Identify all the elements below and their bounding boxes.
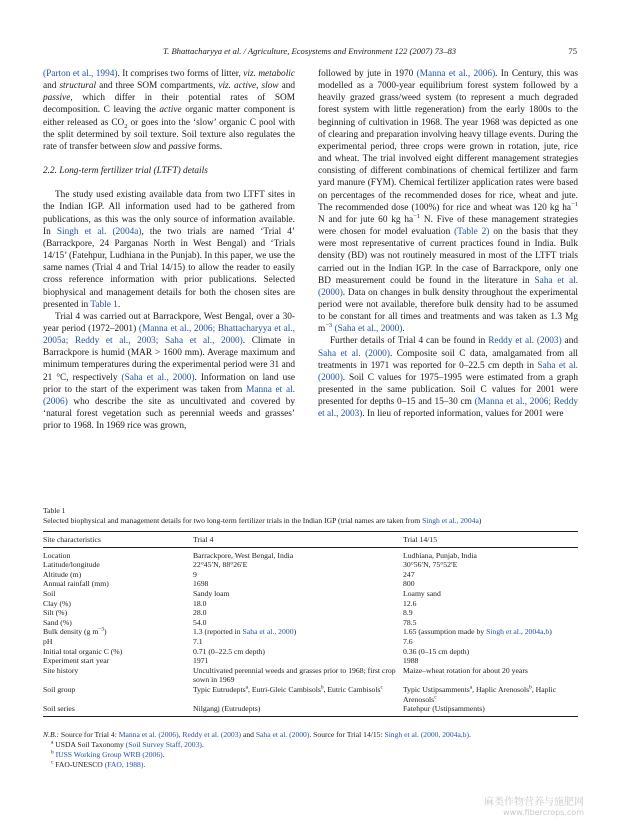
table-cell xyxy=(403,666,578,685)
text-run: passive xyxy=(168,141,196,152)
table-cell xyxy=(403,704,578,716)
text-run: , which differ in their potential rates of SOM decomposition. C leaving the xyxy=(43,93,295,116)
table-cell: Silt (%) xyxy=(43,608,68,618)
page-number: 75 xyxy=(568,46,577,56)
text-run: . xyxy=(402,324,405,335)
table-cell: Annual rainfall (mm) xyxy=(43,579,109,589)
citation-link[interactable]: Singh et al. (2000, 2004a,b) xyxy=(384,730,470,739)
table-row xyxy=(43,618,578,628)
text-run: Source for Trial 4: xyxy=(59,730,119,739)
table-row xyxy=(43,599,578,609)
text-run: on the basis that they were most representative of current practices found in India. Bulk density (BD) was not routinely measured in most of the LTFT trials carried out in the Indian IGP. In the case of Barrackpore, only one BD measurement could be found in the literature in xyxy=(318,227,578,286)
citation-link[interactable]: Singh et al., 2004a xyxy=(422,516,479,525)
caption-text: ) xyxy=(478,516,482,525)
footnote xyxy=(43,760,583,770)
text-run: viz. metabolic xyxy=(243,69,295,79)
paragraph xyxy=(318,335,578,420)
text-run: Barrackpore, West Bengal, India xyxy=(193,550,294,560)
table-cell: Initial total organic C (%) xyxy=(43,646,123,656)
citation-link[interactable]: Manna et al. (2006), Reddy et al. (2003) xyxy=(118,730,242,739)
table-row xyxy=(43,560,578,570)
left-column xyxy=(43,68,295,432)
table-cell: Sand (%) xyxy=(43,617,72,627)
text-run: b xyxy=(51,749,54,756)
table-cell xyxy=(193,627,403,637)
table-cell xyxy=(193,570,403,580)
text-run: , Haplic Arenosols xyxy=(472,684,530,694)
text-run: structural xyxy=(59,81,97,92)
citation-link[interactable]: Manna et al. (2006) xyxy=(43,384,295,407)
table-cell xyxy=(403,618,578,628)
text-run: Sandy loam xyxy=(193,588,230,598)
text-run: and xyxy=(241,730,256,739)
right-column xyxy=(318,68,578,421)
text-run: ) xyxy=(104,627,107,637)
table-cell xyxy=(403,560,578,570)
citation-link[interactable]: (Table 2) xyxy=(454,227,490,238)
text-run: c xyxy=(380,684,383,691)
text-run: Uncultivated perennial weeds and grasses prior to 1968; first crop sown in 1969 xyxy=(193,665,396,685)
text-run: b xyxy=(320,684,324,691)
text-run: 30°56′N, 75°52′E xyxy=(403,560,458,570)
text-run: who describe the site as uncultivated and covered by ‘natural forest vegetation such as perennial weeds and grasses’ prior to 1968. In 1969 rice was grown, xyxy=(43,396,295,432)
text-run: Fatehpur (Ustipsamments) xyxy=(403,704,485,714)
table-cell: pH xyxy=(43,636,53,646)
text-run: 8.9 xyxy=(403,608,413,618)
citation-link[interactable]: Saha et al. (2000) xyxy=(318,275,579,298)
table-row xyxy=(43,589,578,599)
table-cell: Clay (%) xyxy=(43,598,71,608)
table-caption xyxy=(43,506,583,526)
citation-link[interactable]: (Manna et al., 2006) xyxy=(416,69,496,79)
table-cell xyxy=(193,608,403,618)
text-run: Maize–wheat rotation for about 20 years xyxy=(403,665,528,675)
text-run: 22°45′N, 88°26′E xyxy=(193,560,248,570)
text-run: −3 xyxy=(325,322,333,330)
text-run: . Soil C values for 1975–1995 were estimated from a graph presented in the same publication. Soil C values for 2001 were presented for depths 0–15 and 15–30 cm xyxy=(318,372,578,408)
text-run: . In Century, this was modelled as a 7000-year equilibrium forest system followed by a heavily grazed grass/weed system (to represent a much degraded forest system with little regeneration) from the early 1800s to the beginning of cultivation in 1968. The year 1968 was depicted as one of clearing and preparation involving heavy tillage events. During the experimental period, three crops were grown in rotation, jute, rice and wheat. The trial involved eight different management strategies consisting of different combinations of chemical fertilizer and farm yard manure (FYM). Chemical fertilizer application rates were based on percentages of the recommended doses for rice, wheat and jute. The recommended dose (100%) for rice and wheat was 120 kg ha xyxy=(318,69,578,213)
text-run: , xyxy=(256,81,262,92)
citation-link[interactable]: (FAO, 1988) xyxy=(104,760,144,769)
table-cell: Experiment start year xyxy=(43,656,110,666)
text-run: active xyxy=(159,105,182,116)
footnote xyxy=(43,740,583,750)
citation-link[interactable]: Saha et al. (2000) xyxy=(255,730,310,739)
table-row xyxy=(43,570,578,580)
data-table xyxy=(43,531,578,717)
text-run: . Composite soil C data, amalgamated from all treatments in 1971 was reported for 0–22.5 cm depth in xyxy=(318,348,579,371)
journal-citation: T. Bhattacharyya et al. / Agriculture, Ecosystems and Environment 122 (2007) 73–83 xyxy=(163,46,457,56)
text-run: USDA Soil Taxonomy xyxy=(53,740,126,749)
table-cell xyxy=(403,656,578,666)
table-cell xyxy=(403,647,578,657)
table-cell xyxy=(403,685,578,704)
text-run: 1698 xyxy=(193,579,209,589)
text-run: 78.5 xyxy=(403,617,417,627)
text-run: and xyxy=(561,336,578,347)
caption-text: Selected biophysical and management details for two long-term fertilizer trials in the Indian IGP (trial names are taken from xyxy=(43,516,423,525)
table-cell: Soil group xyxy=(43,684,76,694)
text-run: . Climate in Barrackpore is humid (MAR > 1600 mm). Average maximum and minimum temperatures during the experimental period were 31 and 21 °C, respectively xyxy=(43,336,295,383)
text-run: FAO-UNESCO xyxy=(53,760,105,769)
running-header xyxy=(43,46,577,60)
text-run: . In lieu of reported information, values for 2001 were xyxy=(362,409,564,420)
table-cell: Soil series xyxy=(43,704,193,716)
table-body xyxy=(43,547,578,716)
citation-link[interactable]: Saha et al. (2000) xyxy=(318,360,578,383)
paragraph xyxy=(43,311,295,433)
text-run: Trial 4 was carried out at Barrackpore, West Bengal, over a 30-year period (1972–2001) xyxy=(43,311,295,334)
text-run: ) xyxy=(549,627,552,637)
text-run: forms. xyxy=(195,141,223,152)
text-run: ) xyxy=(293,627,297,637)
text-run: . xyxy=(162,750,165,759)
text-run: . xyxy=(201,740,204,749)
table-cell: Soil xyxy=(43,588,56,598)
table-cell xyxy=(193,579,403,589)
citation-link[interactable]: (Manna et al., 2006; Bhattacharyya et al., 2005a; Reddy et al., 2003; Saha et al., 2000) xyxy=(43,323,296,347)
text-run: and xyxy=(278,81,296,92)
text-run: 1.3 (reported in xyxy=(193,627,243,637)
text-run: , Eutric Cambisols xyxy=(323,684,381,694)
table-cell xyxy=(193,656,403,666)
table-cell xyxy=(193,637,403,647)
text-run: . xyxy=(469,730,471,739)
text-run: The study used existing available data from two LTFT sites in the Indian IGP. All information used had to be gathered from publications, as this was the only source of information available. In xyxy=(43,190,295,237)
text-run: 12.6 xyxy=(403,598,417,608)
column-header: Site characteristics xyxy=(43,532,193,548)
text-run: . Source for Trial 14/15: xyxy=(309,730,385,739)
text-run: Typic Eutrudepts xyxy=(193,684,246,694)
text-run: 0.36 (0–15 cm depth) xyxy=(403,646,470,656)
watermark xyxy=(484,798,584,818)
text-run: , Eutri-Gleic Cambisols xyxy=(248,684,321,694)
table-cell xyxy=(193,666,403,685)
table-cell xyxy=(193,560,403,570)
table-cell: Latitude/longitude xyxy=(43,560,100,570)
text-run: . It comprises two forms of litter, xyxy=(117,69,244,79)
text-run: . xyxy=(143,760,146,769)
table-row xyxy=(43,637,578,647)
text-run: followed by jute in 1970 xyxy=(318,69,417,79)
text-run: passive xyxy=(43,93,71,104)
table-cell xyxy=(193,589,403,599)
text-run: 1988 xyxy=(403,656,419,666)
text-run: 7.6 xyxy=(403,636,413,646)
table-cell: Location xyxy=(43,550,71,560)
table-cell xyxy=(403,627,578,637)
citation-link[interactable]: Saha et al. (2000) xyxy=(318,348,390,359)
table-header-row xyxy=(43,532,578,548)
table-cell xyxy=(193,547,403,560)
table-row xyxy=(43,685,578,704)
text-run: . Data on changes in bulk density throughout the experimental period were not available, therefore bulk density had to be assumed to be constant for all times and treatments and was taken as 1.3 Mg m xyxy=(318,287,578,335)
text-run: and three SOM compartments, xyxy=(96,81,219,92)
text-run: 28.0 xyxy=(193,608,207,618)
paragraph xyxy=(43,189,295,311)
table-row xyxy=(43,608,578,618)
text-run: Typic Ustipsamments xyxy=(403,684,470,694)
table-cell xyxy=(403,570,578,580)
text-run: −3 xyxy=(98,626,105,633)
text-run: 0.71 (0–22.5 cm depth) xyxy=(193,646,265,656)
citation-link[interactable]: Table 1 xyxy=(90,299,118,310)
text-run: . Information on land use prior to the start of the experiment was taken from xyxy=(43,372,295,395)
text-run: 1971 xyxy=(193,656,209,666)
text-run: 9 xyxy=(193,569,197,579)
text-run: b xyxy=(529,684,532,691)
table-cell xyxy=(193,618,403,628)
text-run: a xyxy=(469,684,473,691)
table-cell xyxy=(403,579,578,589)
text-run: Nilgangj (Eutrudepts) xyxy=(193,704,261,714)
text-run: or goes into the ‘slow’ organic C pool with the split determined by soil texture. Soil texture also regulates the rate of transfer between xyxy=(43,117,295,152)
text-run: Bulk density (g m xyxy=(43,627,99,637)
text-run: c xyxy=(434,693,437,700)
text-run: slow xyxy=(261,81,279,92)
text-run: 2 xyxy=(124,122,128,130)
text-run: a xyxy=(245,684,249,691)
text-run: 7.1 xyxy=(193,636,203,646)
text-run: Loamy sand xyxy=(403,588,441,598)
watermark-text: 麻类作物营养与施肥网 xyxy=(484,797,584,808)
citation-link[interactable]: (Manna et al., 2006; Reddy et al., 2003) xyxy=(318,397,578,420)
text-run: and xyxy=(150,141,169,152)
table-cell xyxy=(43,627,193,637)
text-run: N.B.: xyxy=(43,730,60,739)
table-row xyxy=(43,547,578,560)
table-cell xyxy=(403,608,578,618)
table-label: Table 1 xyxy=(43,506,66,515)
text-run: , Haplic Arenosols xyxy=(403,684,557,704)
text-run: 1.65 (assumption made by xyxy=(403,627,487,637)
citation-link[interactable]: Saha et al., 2000 xyxy=(242,627,294,637)
table-row xyxy=(43,666,578,685)
text-run: N. Five of these management strategies were chosen for model evaluation xyxy=(318,214,578,238)
table-row xyxy=(43,656,578,666)
column-header: Trial 4 xyxy=(193,532,403,548)
paragraph xyxy=(43,68,295,153)
table-cell: Altitude (m) xyxy=(43,569,82,579)
table-row xyxy=(43,627,578,637)
section-heading: 2.2. Long-term fertilizer trial (LTFT) details xyxy=(43,166,208,177)
footnote xyxy=(43,750,583,760)
table-cell xyxy=(403,589,578,599)
citation-link[interactable]: Singh et al. (2004a) xyxy=(56,226,142,237)
table-cell xyxy=(193,704,403,716)
table-row xyxy=(43,704,578,716)
text-run: 247 xyxy=(403,569,415,579)
table-cell: Site history xyxy=(43,665,79,675)
citation-link[interactable]: IUSS Working Group WRB (2006) xyxy=(55,750,163,759)
text-run: c xyxy=(51,759,54,766)
text-run: 18.0 xyxy=(193,598,207,608)
text-run: and xyxy=(43,81,60,92)
table-cell xyxy=(193,685,403,704)
text-run: . xyxy=(117,299,121,310)
table-row xyxy=(43,579,578,589)
text-run: Further details of Trial 4 can be found in xyxy=(330,336,489,347)
text-run: 800 xyxy=(403,579,415,589)
paragraph xyxy=(318,68,578,335)
table-cell xyxy=(193,599,403,609)
table-row xyxy=(43,647,578,657)
table-cell xyxy=(193,647,403,657)
text-run: 54.0 xyxy=(193,617,207,627)
text-run: −1 xyxy=(413,212,421,220)
text-run: slow xyxy=(133,141,151,152)
watermark-url: www.fibercrops.com xyxy=(503,808,584,817)
table-notes xyxy=(43,730,583,770)
table-title xyxy=(43,516,583,526)
text-run: −1 xyxy=(571,200,578,208)
text-run: N and for jute 60 kg ha xyxy=(318,214,414,225)
table-cell xyxy=(403,637,578,647)
citation-link[interactable]: Reddy et al. (2003) xyxy=(488,336,562,347)
citation-link[interactable]: (Soil Survey Staff, 2003) xyxy=(125,740,202,749)
citation-link[interactable]: (Parton et al., 1994) xyxy=(43,69,118,79)
table-cell xyxy=(403,599,578,609)
text-run: , the two trials are named ‘Trial 4’ (Barrackpore, 24 Parganas North in West Bengal) and ‘Trials 14/15’ (Fatehpur, Ludhiana in the Punjab). In this paper, we use the same names (Trial 4 and Trial 14/15) to allow the reader to easily cross reference information with prior publications. Selected biophysical and management details for both the chosen sites are presented in xyxy=(43,226,296,310)
citation-link[interactable]: Singh et al., 2004a,b xyxy=(486,627,550,637)
column-header: Trial 14/15 xyxy=(403,532,578,548)
text-run: Ludhiana, Punjab, India xyxy=(403,550,477,560)
text-run: a xyxy=(51,739,54,746)
text-run: organic matter component is either released as CO xyxy=(43,105,295,128)
citation-link[interactable]: (Saha et al., 2000) xyxy=(334,324,403,335)
table-note xyxy=(43,730,583,740)
table-cell xyxy=(403,547,578,560)
citation-link[interactable]: (Saha et al., 2000) xyxy=(121,372,195,383)
text-run: viz. active xyxy=(218,81,257,92)
